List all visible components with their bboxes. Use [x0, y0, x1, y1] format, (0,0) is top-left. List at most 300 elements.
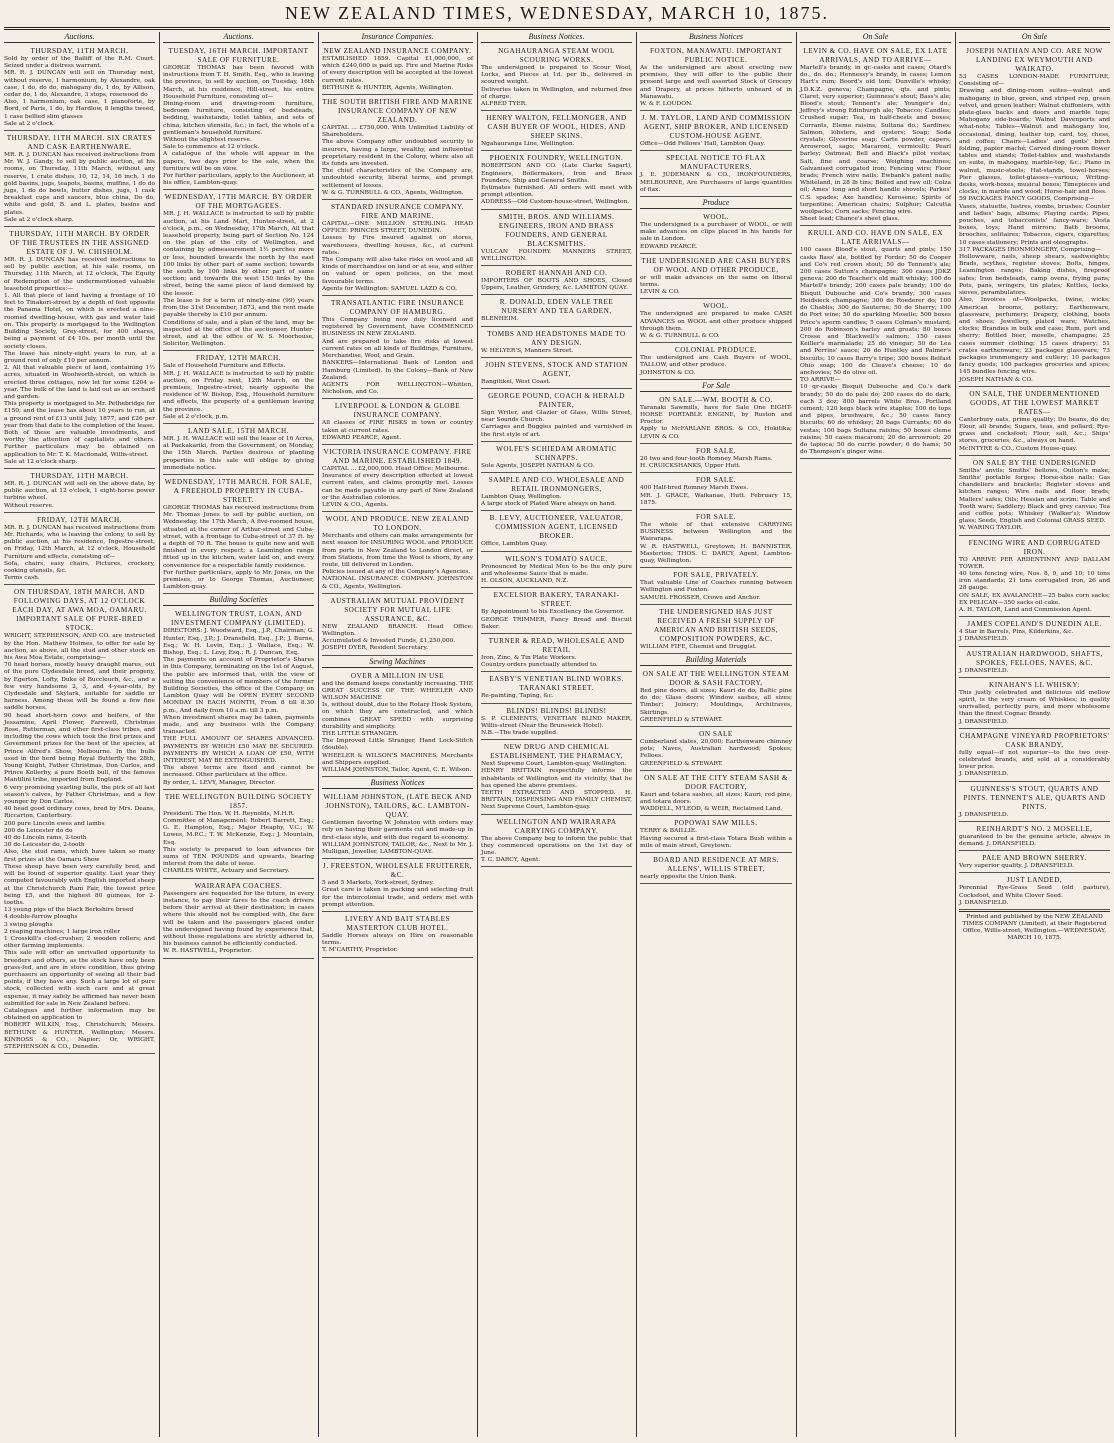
ad-heading: ON SALE, THE UNDERMENTIONED GOODS, AT THE LOWEST MARKET RATES—	[969, 389, 1100, 416]
ad-text: MR. R. J. DUNCAN has received instructions from Mr. W. J. Gandy, to sell by public auction, at his rooms, on Thursday, 11th March, without any reserve, 1 crate dishes, 10, 12, 14, 16 inch, 1 do gold basins, jugs, teapots, basins, muffins, 1 do do jugs, 1 do do bowls, butter dishes, jugs, 1 cask breakfast cups and saucers, blue china, Do do, white and gold, B. and L. plates, basins and plates.	[4, 152, 155, 216]
ad-text: THE LITTLE STRANGER.	[322, 731, 399, 737]
ad-text: 400 Half-bred Romney Marsh Ewes.	[640, 485, 749, 492]
ad-text: The Company will also take risks on wool and all kinds of merchandise on land or at sea, and either on valued or open policies, on the most favourable terms.	[322, 257, 473, 285]
ad-text: Ngahauranga Line, Wellington.	[481, 141, 575, 148]
advertisement	[800, 45, 951, 226]
ad-text: MR. J. H. WALLACE will sell the lease of 16 Acres, at Paekakariki, from the Government, on Monday, the 15th March. Parties desirous of planting properties in this sale will oblige by giving immediate notice.	[163, 435, 314, 471]
ad-heading: GUINNESS'S STOUT, QUARTS AND PINTS. TENNENT'S ALE, QUARTS AND PINTS.	[963, 784, 1106, 811]
ad-text: MR. J. H. WALLACE is instructed to sell by public auction, at his Land Mart, Hunter-street, at 2 o'clock, p.m., on Wednesday, 17th March, All that leasehold property, being part of Section No. 124 on the plan of the city of Wellington, and containing by admeasurement 1½ perches more or less, bounded towards the north by the east 100 links by other part of same section; towards the south by 100 links by other part of same section; and towards the west 150 links by the street, being the same piece of land demised by the lessor.	[163, 211, 314, 297]
ad-text: The Improved Little Stranger, Hand Lock-Stitch (double).	[322, 738, 473, 752]
ad-text: Passengers are requested for the future, in every instance, to pay their fares to the coach drivers before their arrival at their destination; in cases where this should not be complied with, the fare will be taken and the passengers placed under the undersigned having found by experience that, without these regulations are strictly adhered to, his business cannot be efficiently conducted.	[163, 890, 314, 948]
ad-text: Policies issued at any of the Company's Agencies.	[322, 569, 471, 576]
ad-heading: WEDNESDAY, 17TH MARCH. FOR SALE, A FREEHOLD PROPERTY IN CUBA-STREET.	[164, 477, 313, 504]
ad-text: JOSEPH DYER, Resident Secretary.	[322, 645, 428, 652]
ad-text: Sale at 2 o'clock.	[4, 120, 55, 127]
ad-heading: R. DONALD, EDEN VALE TREE NURSERY AND TEA GARDEN,	[499, 298, 614, 316]
ad-text: Red pine doors, all sizes; Kauri do do; Baltic pine do do; Glass doors; Window sashes, all sizes; Timber; Joinery; Mouldings, Architraves, Skirtings.	[640, 687, 792, 716]
advertisement	[481, 267, 632, 295]
ad-text: GEORGE THOMAS has been favored with instructions from T. H. Smith, Esq., who is leaving the province, to sell by auction, on Tuesday, 16th March, at his residence, Hill-street, his entire Household Furniture, consisting of—	[163, 65, 314, 100]
advertisement	[481, 635, 632, 672]
ad-heading: WOOL AND PRODUCE. NEW ZEALAND TO LONDON.	[325, 515, 470, 533]
advertisement	[322, 913, 473, 958]
ad-text: 20 two and four-tooth Romney Marsh Rams.	[640, 455, 773, 462]
advertisement	[640, 255, 792, 300]
advertisement	[640, 45, 792, 111]
ad-text: 90 head short-horn cows and heifers, of the Jessamine, April Flower, Farewell, Christmas Rose, Rutterman, and other first-class tribes, and including the cows which took the first prizes and Government prizes for the best of the species, at Prince Alfred's Show, Melbourne. In the bulls used in the herd being Royal Butterfly the 28th, Young Knight, Father Christmas, Don Carlos, and Prince Kollerby, a pure Booth bull, of the famous Mantilini tribe, imported from England.	[4, 712, 155, 784]
ad-text: nearly opposite the Union Bank.	[640, 873, 737, 880]
ad-heading: LEVIN & CO. HAVE ON SALE, EX LATE ARRIVALS, AND TO ARRIVE—	[803, 47, 948, 64]
ad-text: Canterbury oats, prime quality; Do beans, do do; Flour, all brands; Sugars, teas, and pollard; Rye-grass and cocksfoot; Flour, salt, &c.; Ships' stores, groceries, &c., always on hand.	[959, 416, 1110, 445]
advertisement	[481, 152, 632, 209]
ad-text: Without reserve.	[4, 502, 54, 509]
ad-text: LEVIN & CO.	[640, 289, 680, 296]
advertisement	[322, 513, 473, 594]
ad-text: Both of these are valuable investments, and worthy the attention of capitalists and others. Further particulars may be obtained on application to Mr. T. K. Macdonald, Willis-street.	[4, 429, 155, 458]
advertisement	[959, 730, 1110, 782]
ad-text: The undersigned are prepared to make CASH ADVANCES on WOOL and other produce shipped through them.	[640, 311, 792, 332]
ad-heading: WEDNESDAY, 17TH MARCH. BY ORDER OF THE MORTGAGEES.	[164, 193, 313, 211]
ad-text: MR. R. J. DUNCAN has received instructions from Mr. Richards, who is leaving the colony, to sell by public auction, at his residence, Ingestre-street, on Friday, 12th March, at 12 o'clock, Household Furniture and effects, consisting of—	[4, 524, 155, 560]
ad-heading: WOOL.	[703, 213, 729, 222]
ad-text: Is, without doubt, due to the Rotary Hook System, on which they are constructed, and which combines GREAT SPEED with surprising durability and simplicity.	[322, 702, 473, 730]
ad-heading: JUST LANDED,	[1006, 876, 1063, 885]
ad-text: 53 CASES LONDON-MADE FURNITURE, Consisting of—	[959, 74, 1110, 88]
masthead-title: NEW ZEALAND TIMES, WEDNESDAY, MARCH 10, 1875.	[284, 3, 830, 23]
ad-text: Also, 1 harmonium, oak case, 1 pianoforte, by Bord, of Paris, 1 do, by Hardlow, 8 lengths tweed, 1 case bellied slim glasses	[4, 99, 155, 120]
ad-text: TO ARRIVE PER ARDENTINNY AND DALLAM TOWER.	[959, 556, 1110, 570]
ad-text: MR. R. J. DUNCAN has received instructions to sell by public auction, at his sale rooms, on Thursday, 11th March, at 12 o'clock, The Equity of Redemption of the undermentioned valuable leasehold properties:—	[4, 257, 155, 292]
ad-text: 4 double-furrow ploughs	[4, 914, 78, 921]
ad-text: EDWARD PEARCE, Agent.	[322, 434, 402, 441]
ad-text: 40 tons fencing wire, Nos. 8, 9, and 10; 10 tons iron standards; 21 tons corrugated iron, 26 and 28 gauge.	[959, 570, 1110, 592]
ad-text: McINTYRE & CO., Custom House-quay.	[959, 445, 1078, 452]
ad-text: W. & G. TURNBULL & CO.	[640, 333, 720, 340]
ad-text: Country orders punctually attended to.	[481, 662, 598, 669]
ad-heading: FOR SALE.	[695, 512, 737, 521]
advertisement	[322, 45, 473, 95]
advertisement	[163, 352, 314, 424]
ad-heading: COLONIAL PRODUCE.	[674, 346, 758, 355]
ad-text: Sale at 12 o'clock sharp.	[4, 458, 78, 465]
masthead-rule	[4, 27, 1110, 30]
ad-text: Without the slightest reserve.	[163, 137, 252, 144]
ad-text: Perennial Rye-Grass Seed (old pasture), Cocksfoot, and White Clover Seed.	[959, 885, 1110, 899]
ad-text: W. & F. LOUDON.	[640, 101, 693, 108]
ad-heading: ROBERT HANNAH AND CO.	[505, 269, 608, 278]
advertisement	[640, 112, 792, 151]
column-1	[0, 32, 159, 1437]
ad-heading: TOMBS AND HEADSTONES MADE TO ANY DESIGN.	[487, 329, 626, 347]
ad-heading: FOXTON, MANAWATU. IMPORTANT PUBLIC NOTICE.	[650, 47, 782, 64]
ad-text: Estimates furnished. All orders will meet with prompt attention.	[481, 185, 632, 199]
ad-text: By order, L. LEVY, Manager, Director.	[163, 779, 276, 786]
ad-heading: LAND SALE, 15TH MARCH.	[187, 426, 290, 435]
ad-heading: THURSDAY, 11TH MARCH.	[30, 471, 129, 480]
advertisement	[481, 705, 632, 741]
ad-text: LEVIN & CO., Agents.	[322, 501, 389, 508]
ad-text: 200 do Leicester do do	[4, 827, 73, 834]
advertisement	[959, 679, 1110, 729]
ad-heading: STANDARD INSURANCE COMPANY. FIRE AND MARINE.	[331, 203, 464, 221]
ad-text: Pronounced by Medical Men to be the only pure and wholesome Sauce that is made.	[481, 563, 632, 577]
ad-text: J. DRANSFIELD.	[959, 667, 1009, 674]
ad-text: Sign Writer, and Glazier of Glass, Willis Street, near Sounds Church.	[481, 410, 632, 424]
ad-text: WILLIAM JOHNSTON, TAILOR, &c., Next to Mr. J. Mulligan, Jeweller, LAMBTON-QUAY.	[322, 841, 473, 856]
ad-text: AGENTS FOR WELLINGTON—Whitten, Nicholson, and Co.	[322, 381, 473, 396]
advertisement	[959, 388, 1110, 456]
ad-text: Merchants and others can make arrangements for next season for INSURING WOOL and PRODUCE from ports in New Zealand to London direct, or from Stations, from time the Wool is shorn, by any route, till delivered in London.	[322, 533, 473, 568]
ad-heading: JOHN STEVENS, STOCK AND STATION AGENT,	[485, 360, 628, 378]
ad-text: Very superior quality. J. DRANSFIELD.	[959, 863, 1074, 870]
column-4	[477, 32, 636, 1437]
ad-text: J. E. JUDEMANN & CO., IRONFOUNDERS, MELBOURNE, Are Purchasers of large quantities of flax.	[640, 172, 792, 193]
ad-text: W. HELYER'S, Manners Street.	[481, 347, 574, 354]
ad-text: Cumberland slates, 20,000; Earthenware chimney pots; Naves, Australian hardwood; Spokes; Felloes.	[640, 738, 792, 760]
advertisement	[640, 445, 792, 473]
advertisement	[4, 45, 155, 131]
ad-text: Drawing and dining-room suites—walnut and mahogany, in blue, green, and striped rep, green velvet, and green leather; Walnut chiffoniers, with plate-glass backs and doors and marble tops; Mahogany side-boards; Walnut Davenports and what-nots; Tables—Walnut and mahogany loo, occasional, dining, leather top, card, toy, chess, and coffee; Chairs—Ladies' and gents' birch folding, papier maché; Carved dining-room flower tables and stands; Toilet-tables and washstands en suite, in mahogany, marble-top, &c.; Piano in walnut, music-stools; Hat-stands, towel-horses; Pier glasses, toilet-glasses—various; Writing-desks, work-boxes, musical boxes; Timepieces and clocks, in marble and wood; Horse-hair and floss.	[959, 88, 1111, 196]
ad-text: The undersigned is a purchaser of WOOL, or will make advances on clips placed in his hands for sale in London.	[640, 222, 792, 243]
ad-heading: ON SALE AT THE WELLINGTON STEAM DOOR & SASH FACTORY,	[642, 669, 790, 687]
ad-text: 4 Star in Barrels, Pins, Kilderkins, &c.	[959, 629, 1074, 636]
column-7	[955, 32, 1114, 1437]
ad-heading: THE UNDERSIGNED ARE CASH BUYERS OF WOOL AND OTHER PRODUCE,	[641, 256, 791, 274]
ad-text: BANKERS—International Bank of London and Hamburg (Limited). In the Colony—Bank of New Zealand.	[322, 360, 473, 381]
ad-text: 30 do Leicester do, 2-tooth	[4, 842, 85, 849]
ad-heading: FRIDAY, 12TH MARCH.	[196, 354, 281, 363]
advertisement	[959, 618, 1110, 646]
ad-heading: THURSDAY, 11TH MARCH.	[30, 47, 129, 55]
advertisement	[163, 425, 314, 475]
ad-text: As the undersigned are about erecting new premises, they will offer to the public their present large and well assorted Stock of Grocery and Drapery, at prices hitherto unheard of in Manawatu.	[640, 65, 792, 100]
ad-heading: FOR SALE, PRIVATELY.	[673, 571, 759, 580]
advertisement	[481, 673, 632, 703]
ad-text: J. DRANSFIELD.	[959, 771, 1009, 778]
advertisement	[4, 132, 155, 227]
ad-heading: THE WELLINGTON BUILDING SOCIETY 1857.	[164, 792, 313, 810]
ad-heading: FOR SALE.	[695, 446, 737, 455]
ad-text: 317 PACKAGES IRONMONGERY, Comprising—	[959, 246, 1101, 253]
ad-text: Deliveries taken in Wellington, and returned free of charge.	[481, 86, 632, 100]
ad-text: 70 head horses, mostly heavy draught mares, out of the pure Clydesdale breed, and their progeny, by Egerton, Lofty, Duke of Buccleuch, &c., and a few very handsome 2, 3, and 4-year-olds, by Clydesdale and Skylark, suitable for saddle or harness. Among these will be found a few fine saddle horses.	[4, 662, 155, 712]
ad-text: Conditions of sale, and a plan of the land, may be inspected at the office of the auctioneer, Hunter-street, and at the office of W. S. Moorhouse, Solicitor, Wellington.	[163, 319, 314, 348]
ad-text: HENRY BRITTAIN respectfully informs the inhabitants of Wellington and its vicinity, that he has opened the above premises.	[481, 768, 632, 789]
section-heading: Building Materials	[640, 655, 792, 666]
ad-text: For further particulars, apply to Mr. Jones, on the premises, or to George Thomas, Auctioneer, Lambton-quay.	[163, 569, 314, 591]
ad-text: Sale at 2 o'clock, p.m.	[163, 413, 229, 420]
ad-text: This property is mortgaged to Mr. Pethebridge for £150; and the lease has about 10 years to run, at a ground rent of £13 until July, 1877, and £26 per year from that date to the completion of the lease.	[4, 401, 155, 429]
ad-text: Saddle Horses always on Hire on reasonable terms.	[322, 933, 473, 947]
section-heading: Building Societies	[163, 595, 314, 606]
advertisement	[640, 668, 792, 727]
advertisement	[322, 860, 473, 912]
ad-heading: ON SALE	[699, 729, 733, 738]
ad-text: 6 very promising yearling bulls, the pick of all last season's calves, by Father Christmas, and a few younger by Don Carlos.	[4, 784, 155, 806]
ad-heading: POPOWAI SAW MILLS.	[674, 819, 758, 828]
column-6	[796, 32, 955, 1437]
ad-text: Sheet lead; Chance's sheet glass.	[800, 216, 900, 223]
ad-text: MR. R. J. DUNCAN will sell on Thursday next, without reserve, 1 harmonium, by Alexandre, oak case, 1 do, do do, mahogany do, 1 do, by Allison, cedar do, 1 do, Alexandre, 3 stops, rosewood do	[4, 70, 155, 99]
ad-heading: THURSDAY, 11TH MARCH. SIX CRATES AND CASK EARTHENWARE.	[6, 134, 153, 152]
ad-text: Great care is taken in packing and selecting fruit for the intercolonial trade, and orders met with prompt attention.	[322, 887, 473, 908]
advertisement	[959, 648, 1110, 678]
advertisement	[163, 476, 314, 594]
ad-text: This sale will offer an unrivalled opportunity to breeders and others, as the stock have only been grass-fed, and are in store condition, thus giving purchasers an opportunity of seeing all their bad points, if they have any. Such a large lot of pure stock, collected with such care and at great expense, it may safely be affirmed has never been submitted for sale in New Zealand before.	[4, 950, 155, 1007]
ad-text: TEETH EXTRACTED AND STOPPED. H. BRITTAIN, DISPENSING AND FAMILY CHEMIST, Next Supreme Court, Lambton-quay.	[481, 789, 632, 811]
ad-text: Dining-room and drawing-room furniture, bedroom furniture, consisting of bedsteads, bedding, washstands, toilet tables, and sets of china, kitchen utensils, &c.; in fact, the whole of a gentleman's household furniture.	[163, 101, 314, 136]
ad-heading: BLINDS! BLINDS! BLINDS!	[506, 706, 607, 715]
ad-heading: NGAHAURANGA STEAM WOOL SCOURING WORKS.	[498, 47, 615, 64]
ad-text: Catalogues and further information may be obtained on application to	[4, 1007, 155, 1022]
ad-heading: ON SALE BY THE UNDERSIGNED	[972, 458, 1097, 467]
advertisement	[4, 228, 155, 469]
ad-text: Committee of Management: Robert Barrett, Esq.; G. E. Hampton, Esq.; Major Heaphy, V.C.; W. Lowes, M.P.C.; T. W. McKenzie, Esq.; J. Mountain, Esq.	[163, 818, 314, 846]
ad-heading: WILLIAM JOHNSTON, (LATE BECK AND JOHNSTON), TAILORS, &C. LAMBTON-QUAY.	[323, 793, 472, 820]
advertisement	[481, 512, 632, 551]
advertisement	[640, 211, 792, 254]
ad-text: W. WARING TAYLOR.	[959, 525, 1023, 532]
ad-text: TERRY & BAILLIE.	[640, 828, 698, 835]
ad-heading: BOARD AND RESIDENCE AT MRS. ALLENS', WILLIS STREET,	[653, 855, 779, 873]
ad-text: IMPORTERS OF BOOTS AND SHOES, Closed Uppers, Leather, Grindery, &c. LAMBTON QUAY.	[481, 278, 632, 292]
ad-text: T. C. DARCY, Agent.	[481, 857, 541, 864]
ad-text: GREENFIELD & STEWART.	[640, 760, 723, 767]
ad-text: Martell's brandy, in qr.-casks and cases; Otard's do., do. do.; Hennessy's brandy, in cases; Lemon Hart's rum; Boord's old tom; Dunville's whisky; J.D.K.Z. geneva; Champagne, qts. and pints; Claret, very superior; Guinness's stout; Bass's ale; Blood's stout; Tennent's ale; Younger's do.; Jeffrey's strong Edinburgh ale; Tobacco; Candles; Crushed sugar; Tea, in half-chests and boxes; Currants, Eleme raisins, Sultana do.; Sardines; Salmon, lobsters, and oysters; Soap; Soda crystals; Glycerine soap; Carte powder, capers; Arrowroot, sago; Macaroni, vermicelli; Pearl barley; Oatmeal; Bell and Black's pilot vestas; Salt, fine and coarse; Weighing machines; Galvanised corrugated iron; Fencing wire; Floor brads; French wire nails; Ewbank's patent nails; Whiteland, in 28 lb tins; Boiled and raw oil; Colza oil; Ames' long and short handle shovels; Parkes' C.S. spades; Axe handles; Kerosene; Spirits of turpentine; American chairs; Sulphur; Calcutta woolpacks; Corn sacks; Fencing wire.	[800, 65, 951, 216]
ad-text: Accumulated & Invested Funds, £1,250,000.	[322, 638, 456, 645]
ad-heading: J. FREESTON, WHOLESALE FRUITERER, &C.	[322, 862, 473, 880]
advertisement	[481, 741, 632, 814]
ad-text: Also, the stud rams, which have taken so many first prizes at the Oamaru Show	[4, 849, 155, 863]
ad-text: When investment shares may be taken, payments made, and any business with the Company transacted.	[163, 714, 314, 736]
ad-text: MR. J. H. WALLACE is instructed to sell by public auction, on Friday next, 12th March, on the premises, Ingestre-street, nearly opposite the residence of W. Bishop, Esq., Household furniture and effects, the property of a gentleman leaving the province.	[163, 370, 314, 413]
ad-heading: EASBY'S VENETIAN BLIND WORKS. TARANAKI STREET.	[489, 675, 624, 693]
ad-heading: NEW ZEALAND INSURANCE COMPANY.	[323, 47, 472, 55]
ad-text: N.B.—The trade supplied.	[481, 729, 558, 736]
ad-text: W. R. HASTWELL, Greytown; H. BANNISTER, Masterton; THOS. C. DARCY, Agent, Lambton-quay, Wellington.	[640, 543, 792, 564]
ad-text: NATIONAL INSURANCE COMPANY. JOHNSTON & CO., Agents, Wellington.	[322, 576, 473, 590]
ad-text: The undersigned are Cash Buyers of WOOL, TALLOW, and other produce.	[640, 355, 792, 369]
ad-text: 3 swing ploughs	[4, 921, 53, 928]
ad-heading: FRIDAY, 12TH MARCH.	[37, 515, 122, 524]
ad-text: T. M'CARTHY, Proprietor.	[322, 947, 398, 954]
ad-text: The lease is for a term of ninety-nine (99) years from the 31st December, 1873, and the rent made payable thereby is £10 per annum.	[163, 297, 314, 319]
section-heading: On Sale	[800, 32, 951, 43]
column-5	[636, 32, 796, 1437]
publisher-imprint: Printed and published by the NEW ZEALAND TIMES COMPANY (Limited), at their Registered Office, Willis-street, Wellington.—WEDNESDAY, MARCH 10, 1875.	[959, 911, 1110, 942]
advertisement	[481, 328, 632, 358]
advertisement	[640, 511, 792, 568]
advertisement	[959, 457, 1110, 536]
ad-text: EDWARD PEARCE.	[640, 243, 698, 250]
advertisement	[481, 816, 632, 868]
ad-text: H. CRUICKSHANKS, Upper Hutt.	[640, 463, 741, 470]
ad-text: 2. All that valuable piece of land, containing 1½ acres, situated in Woolworth-street, on which is erected three cottages, now let for some £204 a-year. The bulk of the land is laid out as an orchard and garden.	[4, 365, 155, 400]
ad-heading: THE SOUTH BRITISH FIRE AND MARINE INSURANCE COMPANY OF NEW ZEALAND.	[322, 98, 473, 125]
ad-heading: WELLINGTON AND WAIRARAPA CARRYING COMPANY.	[496, 817, 617, 835]
ad-heading: ON SALE.—WM. BOOTH & CO.	[659, 395, 773, 404]
ad-text: and the demand keeps constantly increasing. THE GREAT SUCCESS OF THE WHEELER AND WILSON MACHINE	[322, 680, 473, 701]
ad-text: Hollowware, nails, sheep shears, sashweights; Brads, scythes, register stoves; Bolts, hinges, Leamington ranges; Baking dishes, fireproof safes; Iron bedsteads, camp ovens, frying pans; Pots, pans, wringers, tin plates; Kettles, locks, sieves, perambulators.	[959, 254, 1110, 297]
ad-text: Sale at 2 o'clock sharp.	[4, 216, 74, 223]
ad-text: CAPITAL ... £750,000. With Unlimited Liability of Shareholders.	[322, 125, 473, 139]
ad-heading: CHAMPAGNE VINEYARD PROPRIETORS' CASK BRANDY,	[959, 731, 1110, 749]
section-heading: Sewing Machines	[322, 657, 473, 668]
ad-text: Gentlemen favoring W. Johnston with orders may rely on having their garments cut and made-up in first-class style, and with due regard to economy.	[322, 820, 473, 841]
ad-heading: LIVERPOOL & LONDON & GLOBE INSURANCE COMPANY.	[334, 402, 461, 420]
ad-heading: SMITH, BROS. AND WILLIAMS. ENGINEERS, IRON AND BRASS FOUNDERS, AND GENERAL BLACKSMITHS.	[498, 212, 615, 248]
ad-text: WILLIAM JOHNSTON, Tailor, Agent, C. E. Wilson.	[322, 767, 472, 774]
ad-heading: FENCING WIRE AND CORRUGATED IRON.	[968, 538, 1101, 556]
ad-text: fully equal—if not superior—to the two over-celebrated brands, and sold at a considerably lower price.	[959, 749, 1110, 771]
ad-heading: KINAHAN'S LL WHISKY:	[989, 680, 1080, 689]
ad-heading: WAIRARAPA COACHES.	[194, 881, 283, 890]
section-heading: Produce	[640, 198, 792, 209]
ad-text: These sheep have been very carefully bred, and will be found of superior quality. Last year they competed favourably with English imported sheep at the Christchurch Ram Fair, the lowest price being £5, and the highest 80 guineas, for 2-tooths.	[4, 863, 155, 906]
ad-text: GREENFIELD & STEWART.	[640, 716, 723, 723]
ad-text: JOSEPH NATHAN & CO.	[959, 376, 1033, 383]
advertisement	[322, 595, 473, 656]
ad-text: Next Supreme Court, Lambton-quay, Wellington.	[481, 761, 627, 768]
ad-heading: J. M. TAYLOR, LAND AND COMMISSION AGENT, SHIP BROKER, AND LICENSED CUSTOM-HOUSE AGENT.	[641, 114, 791, 141]
ad-text: J. DRANSFIELD.	[959, 636, 1009, 643]
section-heading: Business Notices	[640, 32, 792, 43]
ad-heading: WELLINGTON TRUST, LOAN, AND INVESTMENT COMPANY (LIMITED).	[170, 610, 307, 628]
advertisement	[163, 608, 314, 789]
advertisement	[4, 514, 155, 586]
ad-text: For further particulars, apply to the Auctioneer, at his office, Lambton-quay.	[163, 173, 314, 187]
ad-text: Carriages and Buggies painted and varnished in the first style of art.	[481, 424, 632, 438]
advertisement	[481, 211, 632, 266]
ad-text: WADDELL, M'LEOD, & WEIR, Reclaimed Land.	[640, 806, 783, 813]
ad-heading: NEW DRUG AND CHEMICAL ESTABLISHMENT. THE PHARMACY,	[490, 743, 623, 761]
advertisement	[640, 569, 792, 605]
column-2	[159, 32, 318, 1437]
section-heading: Insurance Companies.	[322, 32, 473, 43]
ad-text: THE FULL AMOUNT OF SHARES ADVANCED. PAYMENTS BY WHICH £50 MAY BE SECURED. PAYMENTS BY WHICH A LOAN OF £50, WITH INTEREST, MAY BE EXTINGUISHED.	[163, 736, 314, 765]
ad-heading: ON THURSDAY, 18TH MARCH, AND FOLLOWING DAYS, AT 12 O'CLOCK EACH DAY, AT AWA MOA, OAMARU. IMPORTANT SALE OF PURE-BRED STOCK.	[12, 588, 147, 633]
advertisement	[163, 191, 314, 351]
ad-text: DIRECTORS: J. Woodward, Esq., J.P., Chairman; G. Hunter, Esq., J.P.; J. Dransfield, Esq., J.P.; J. Burne, Esq.; W. H. Levin, Esq.; J. Wallace, Esq.; W. Bishop, Esq.; L. Levy, Esq.; R. J. Duncan, Esq.	[163, 628, 314, 656]
ad-heading: FOR SALE.	[695, 476, 737, 485]
ad-text: 13 young pigs of the black Berkshire breed	[4, 907, 134, 914]
ad-text: Losses by Fire insured against on stores, warehouses, dwelling houses, &c., at current rates.	[322, 235, 473, 256]
ad-text: Having secured a first-class Totara Bush within a mile of main street, Greytown.	[640, 835, 792, 849]
section-heading: Business Notices	[322, 778, 473, 789]
ad-text: Insurance of every description effected at lowest current rates, and claims promptly met. Losses can be made payable in any part of New Zealand or the Australian colonies.	[322, 473, 473, 501]
advertisement	[481, 112, 632, 151]
advertisement	[322, 297, 473, 399]
ad-heading: JAMES COPELAND'S DUNEDIN ALE.	[967, 620, 1102, 629]
ad-heading: EXCELSIOR BAKERY, TARANAKI-STREET.	[493, 591, 620, 609]
ad-text: guaranteed to be the genuine article, always in demand. J. DRANSFIELD.	[959, 833, 1110, 848]
advertisement	[640, 300, 792, 343]
ad-text: GEORGE TRIMMER, Fancy Bread and Biscuit Baker.	[481, 616, 632, 630]
ad-text: This Company being now duly licensed and registered by Government, have COMMENCED BUSINESS IN NEW ZEALAND.	[322, 317, 473, 338]
ad-heading: SPECIAL NOTICE TO FLAX MANUFACTURERS.	[666, 154, 766, 172]
ad-text: ROBERTSON AND CO. (Late Clarke Sagart), Engineers, Boilermakers, Iron and Brass Founders, Ship and General Smiths.	[481, 163, 632, 184]
advertisement	[959, 823, 1110, 851]
advertisement	[481, 296, 632, 326]
ad-text: A. H. TAYLOR, Land and Commission Agent.	[959, 607, 1092, 613]
ad-text: The payments on account of Proprietor's Shares in this Company, terminating on the 1st of August, the public are informed that, with the view of suiting the convenience of members of the former Building Societies, the office of the Company on Lambton Quay will be OPEN EVERY SECOND MONDAY IN EACH MONTH, From 8 till 8.30 p.m., And daily from 10 a.m. till 3 p.m.	[163, 657, 314, 714]
ad-text: 1. All that piece of land having a frontage of 10 feet to Tinakori-street by a depth of feet opposite the Panama Hotel, on which is erected a nine-roomed dwelling-house, with gas and water laid on. This property is mortgaged to the Wellington Building Society, Grey-street, for 400 shares, being a payment of £4 10s. per month until the society closes.	[4, 293, 155, 350]
ad-text: Re-painting, Taping, &c.	[481, 693, 554, 700]
ad-text: 1 Crosskill's clod-crusher; 2 wooden rollers; and other farming implements.	[4, 935, 155, 950]
advertisement	[800, 227, 951, 459]
advertisement	[640, 817, 792, 853]
ad-text: All classes of FIRE RISKS in town or country taken at current rates.	[322, 420, 473, 434]
ad-text: The whole of that extensive CARRYING BUSINESS between Wellington and the Wairarapa.	[640, 521, 792, 543]
advertisement	[640, 772, 792, 817]
ad-heading: HENRY WALTON, FELLMONGER, AND CASH BUYER OF WOOL, HIDES, AND SHEEP SKINS.	[486, 114, 627, 141]
ad-text: TO ARRIVE—	[800, 377, 841, 384]
ad-text: BLENHEIM.	[481, 316, 519, 323]
ad-text: CAPITAL—ONE MILLION STERLING. HEAD OFFICE: PRINCES STREET, DUNEDIN.	[322, 221, 473, 235]
ad-text: Rangitikei, West Coast.	[481, 378, 551, 385]
advertisement	[959, 874, 1110, 910]
ad-heading: REINHARDT'S NO. 2 MOSELLE,	[976, 824, 1093, 833]
advertisement	[481, 589, 632, 634]
ad-text: VULCAN FOUNDRY. MANNERS STREET, WELLINGTON.	[481, 248, 632, 262]
advertisement	[322, 400, 473, 445]
ad-heading: AUSTRALIAN MUTUAL PROVIDENT SOCIETY FOR MUTUAL LIFE ASSURANCE, &C.	[330, 596, 465, 623]
ad-text: Sold by order of the Bailiff of the R.M. Court. Seized under a distress warrant.	[4, 56, 155, 70]
ad-text: Also, Invoices of—Woolpacks, twine, wicks; American brooms, pottery; Earthenware, glassware, perfumery; Drapery, clothing, boots and shoes; Jewellery, plated ware; Watches, clocks; Brandies in bulk and case; Rum, port and sherry; Bottled beer, moselle, champagne; 25 cases summer clothing; 15 cases drapery; 51 crates earthenware; 23 packages glassware; 73 packages ironmongery and cutlery; 10 packages fancy goods; 100 packages groceries and spices; 145 bundles fencing wire.	[959, 297, 1110, 376]
ad-text: President: The Hon. W. H. Reynolds, M.H.R.	[163, 810, 295, 817]
ad-text: 10 qr-casks Bisquit Dubouche and Co.'s dark brandy; 50 do do pale do; 200 cases do do dark, each 3 doz; 800 barrels White Bros. Portland cement; 120 kegs black wire staples; 100 do tops and pipes, brushware, &c.; 50 cases fancy biscuits; 60 do whiskey; 20 bags Currants; 60 do vestas; 100 bags Sultana raisins; 50 boxes cleme raisins; 50 cases macaroni; 20 do arrowroot; 20 do tapioca; 50 do currie powder; 6 do hams; 50 do Thompson's ginger wine.	[800, 384, 951, 456]
ad-heading: OVER A MILLION IN USE	[350, 671, 445, 680]
ad-text: MR. R. J. DUNCAN will sell on the above date, by public auction, at 12 o'clock, 1 eight-horse power turbine wheel.	[4, 480, 155, 502]
section-heading: Business Notices.	[481, 32, 632, 43]
ad-text: or will make advances on the same on liberal terms.	[640, 274, 792, 289]
ad-text: Taranaki Sawmills, have for Sale One EIGHT-HORSE PORTABLE ENGINE, by Ruston and Proctor.	[640, 404, 792, 426]
ad-text: Sale of Household Furniture and Effects.	[163, 363, 286, 370]
ad-text: Vases, statuette, lustres, combs, brushes; Counter and ladies' bags, albums; Playing cards; Pipes, pouches, and tobacconists' fancy-ware; Vesta boxes, toys; Hand mirrors; Bath brooms, brooches, solitaires; Tobaccos, cigars, cigarettes; 10 cases stationery; Prints and oleographs.	[959, 203, 1110, 246]
advertisement	[640, 152, 792, 197]
ad-heading: ON SALE AT THE CITY STEAM SASH & DOOR FACTORY,	[644, 773, 788, 791]
ad-heading: B. LEVY, AUCTIONEER, VALUATOR, COMMISSION AGENT, LICENSED BROKER.	[489, 514, 624, 541]
section-heading: Auctions.	[4, 32, 155, 43]
ad-heading: WILSON'S TOMATO SAUCE.	[505, 554, 608, 563]
advertisement	[481, 553, 632, 589]
column-3	[318, 32, 477, 1437]
ad-text: H. OLSON, AUCKLAND, N.Z.	[481, 578, 569, 585]
section-heading: For Sale	[640, 381, 792, 392]
ad-text: CAPITAL ... £2,000,000. Head Office: Melbourne.	[322, 465, 470, 472]
ad-heading: TUESDAY, 16TH MARCH. IMPORTANT SALE OF FURNITURE.	[168, 47, 309, 64]
ad-text: Office, Lambton Quay.	[481, 541, 548, 548]
ad-text: Terms cash.	[4, 575, 40, 582]
ad-text: 40 head good ordinary cows, bred by Mrs. Deans, Riccarton, Canterbury.	[4, 806, 155, 820]
ad-heading: LIVERY AND BAIT STABLES MASTERTON CLUB HOTEL.	[345, 915, 450, 933]
ad-text: 200 pure Lincoln ewes and lambs	[4, 820, 105, 827]
advertisement	[481, 443, 632, 473]
ad-text: W. & G. TURNBULL & CO., Agents, Wellington.	[322, 189, 464, 196]
advertisement	[640, 854, 792, 884]
ad-heading: AUSTRALIAN HARDWOOD, SHAFTS, SPOKES, FELLOES, NAVES, &C.	[966, 649, 1103, 667]
ad-text: ON SALE, EX AVALANCHE—25 bales corn sacks; EX PELICAN—350 sacks oil cake.	[959, 592, 1110, 606]
ad-text: W. R. HASTWELL, Proprietor.	[163, 948, 252, 955]
ad-text: Sofa, chairs, easy chairs, Pictures, crockery, cooking utensils, &c.	[4, 560, 155, 574]
ad-heading: KRULL AND CO. HAVE ON SALE, EX LATE ARRIVALS—	[807, 229, 944, 247]
ad-text: 40 do Lincoln rams, 2-tooth	[4, 835, 87, 842]
advertisement	[481, 390, 632, 442]
advertisement	[640, 394, 792, 444]
ad-text: Kauri and totara sashes, all sizes; Kauri, red pine, and totara doors.	[640, 791, 792, 805]
ad-heading: PHOENIX FOUNDRY, WELLINGTON.	[489, 154, 624, 163]
ad-heading: TRANSATLANTIC FIRE INSURANCE COMPANY OF HAMBURG.	[331, 299, 464, 317]
ad-text: Apply to McFARLANE BROS. & CO., Hokitika; LEVIN & CO.	[640, 426, 792, 440]
